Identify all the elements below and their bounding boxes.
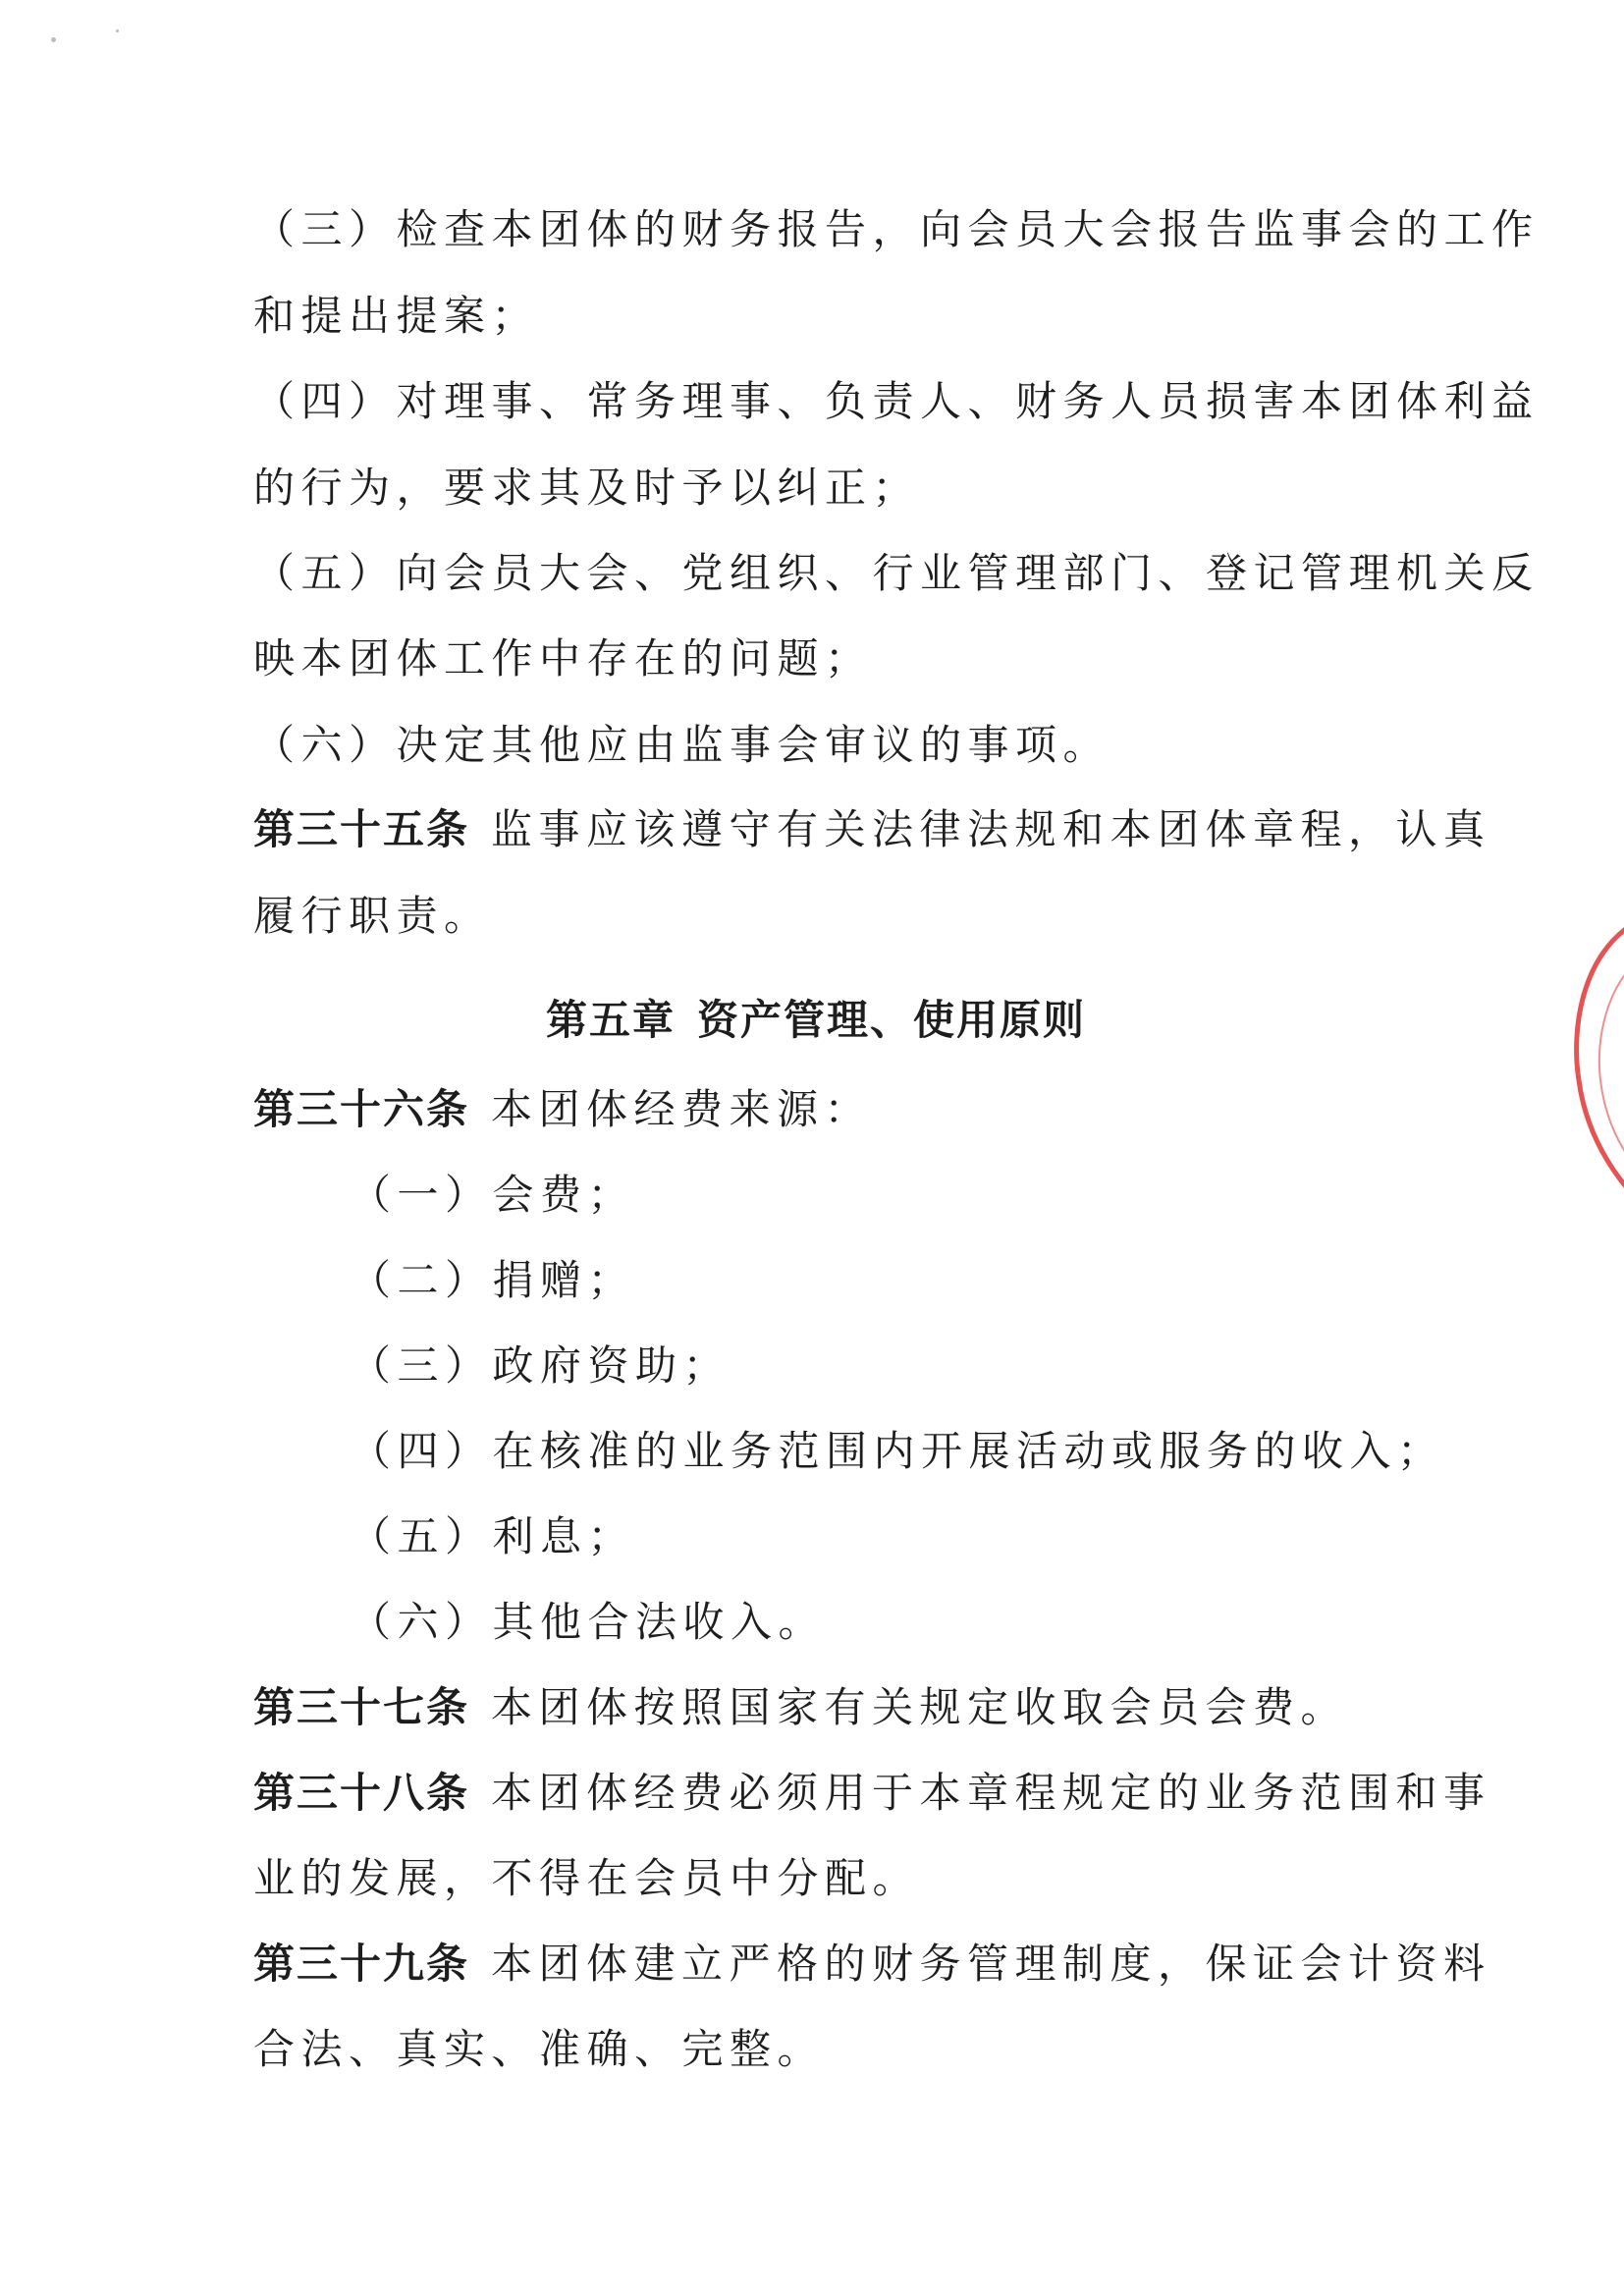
article-35	[253, 805, 1491, 854]
article-text: 本团体按照国家有关规定收取会员会费。	[491, 1683, 1349, 1731]
official-seal-stamp	[1561, 913, 1624, 1228]
list-item: （一）会费；	[350, 1171, 636, 1219]
article-38-continuation: 业的发展，不得在会员中分配。	[253, 1854, 921, 1902]
scan-speck	[116, 29, 119, 32]
paragraph-line: 的行为，要求其及时予以纠正；	[253, 464, 921, 512]
article-38	[253, 1769, 1491, 1818]
list-item: （二）捐赠；	[350, 1256, 636, 1304]
list-item: （三）政府资助；	[350, 1341, 731, 1390]
paragraph-line: （五）向会员大会、党组织、行业管理部门、登记管理机关反	[253, 549, 1540, 597]
list-item: （四）在核准的业务范围内开展活动或服务的收入；	[350, 1427, 1445, 1475]
chapter-name: 资产管理、使用原则	[697, 996, 1087, 1044]
scan-speck	[51, 37, 56, 42]
paragraph-line: （六）决定其他应由监事会审议的事项。	[253, 721, 1111, 769]
article-text: 本团体经费来源：	[491, 1085, 873, 1133]
list-item: （六）其他合法收入。	[350, 1598, 827, 1646]
article-37	[253, 1683, 1348, 1732]
list-item: （五）利息；	[350, 1512, 636, 1560]
chapter-number: 第五章	[545, 996, 676, 1044]
article-heading: 第三十六条	[253, 1085, 470, 1133]
article-text: 本团体建立严格的财务管理制度，保证会计资料	[491, 1940, 1491, 1988]
article-36	[253, 1085, 872, 1134]
paragraph-line: （三）检查本团体的财务报告，向会员大会报告监事会的工作	[253, 205, 1540, 253]
paragraph-line: 映本团体工作中存在的问题；	[253, 634, 873, 683]
article-35-continuation: 履行职责。	[253, 892, 492, 940]
paragraph-line: （四）对理事、常务理事、负责人、财务人员损害本团体利益	[253, 377, 1540, 425]
paragraph-line: 和提出提案；	[253, 292, 540, 340]
chapter-title	[0, 996, 1624, 1045]
article-heading: 第三十九条	[253, 1940, 470, 1988]
article-text: 监事应该遵守有关法律法规和本团体章程，认真	[491, 805, 1491, 853]
article-heading: 第三十七条	[253, 1683, 470, 1731]
article-text: 本团体经费必须用于本章程规定的业务范围和事	[491, 1769, 1491, 1817]
article-39	[253, 1940, 1491, 1989]
article-heading: 第三十八条	[253, 1769, 470, 1817]
article-39-continuation: 合法、真实、准确、完整。	[253, 2025, 826, 2073]
article-heading: 第三十五条	[253, 805, 470, 853]
